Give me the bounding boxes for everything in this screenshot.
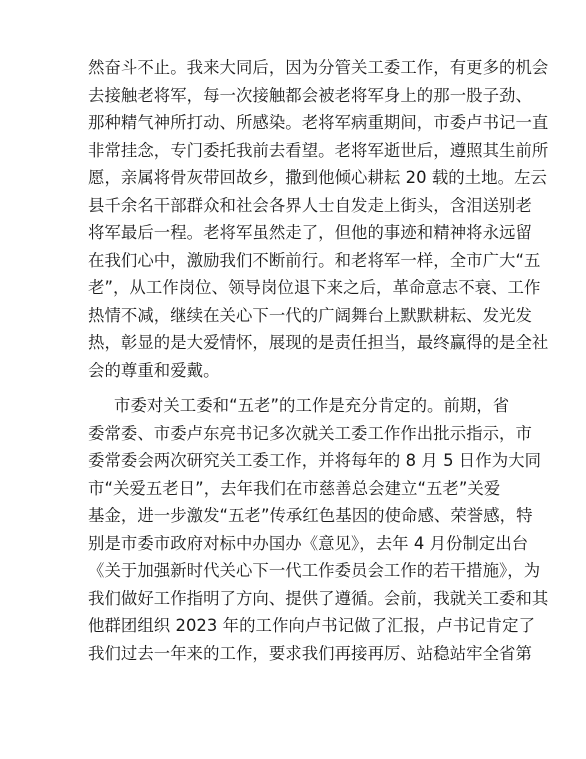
paragraph: [88, 54, 549, 384]
text-line: 委常委、市委卢东亮书记多次就关工委工作作出批示指示，市: [88, 423, 532, 443]
text-line: 他群团组织 2023 年的工作向卢书记做了汇报，卢书记肯定了: [88, 616, 536, 635]
text-line: 老”，从工作岗位、领导岗位退下来之后，革命意志不衰、工作: [88, 278, 541, 297]
text-line: 热，彰显的是大爱情怀，展现的是责任担当，最终赢得的是全社: [88, 333, 549, 352]
text-line: 然奋斗不止。我来大同后，因为分管关工委工作，有更多的机会: [88, 58, 549, 77]
text-line: 愿，亲属将骨灰带回故乡，撒到他倾心耕耘 20 载的土地。左云: [88, 168, 547, 187]
text-line: 县千余名干部群众和社会各界人士自发走上街头，含泪送别老: [88, 195, 532, 215]
text-line: 那种精气神所打动、所感染。老将军病重期间，市委卢书记一直: [88, 113, 549, 132]
text-line: 我们做好工作指明了方向、提供了遵循。会前，我就关工委和其: [88, 588, 549, 608]
text-line: 市委对关工委和“五老”的工作是充分肯定的。前期，省: [114, 396, 510, 415]
text-line: 去接触老将军，每一次接触都会被老将军身上的那一股子劲、: [88, 85, 532, 105]
text-line: 委常委会两次研究关工委工作，并将每年的 8 月 5 日作为大同: [88, 451, 542, 470]
text-line: 《关于加强新时代关心下一代工作委员会工作的若干措施》，为: [88, 561, 541, 580]
text-line: 基金，进一步激发“五老”传承红色基因的使命感、荣誉感，特: [88, 506, 533, 525]
text-line: 市“关爱五老日”，去年我们在市慈善总会建立“五老”关爱: [88, 478, 501, 498]
text-line: 热情不减，继续在关心下一代的广阔舞台上默默耕耘、发光发: [88, 305, 532, 325]
text-line: 我们过去一年来的工作，要求我们再接再厉、站稳站牢全省第: [88, 643, 532, 663]
text-line: 在我们心中，激励我们不断前行。和老将军一样，全市广大“五: [88, 250, 541, 270]
paragraph: [88, 392, 549, 667]
document-body: [88, 54, 549, 667]
text-line: 非常挂念，专门委托我前去看望。老将军逝世后，遵照其生前所: [88, 140, 549, 160]
paragraph-gap: [88, 384, 498, 392]
text-line: 别是市委市政府对标中办国办《意见》，去年 4 月份制定出台: [88, 533, 529, 553]
text-line: 将军最后一程。老将军虽然走了，但他的事迹和精神将永远留: [88, 223, 532, 242]
text-line: 会的尊重和爱戴。: [88, 360, 220, 380]
